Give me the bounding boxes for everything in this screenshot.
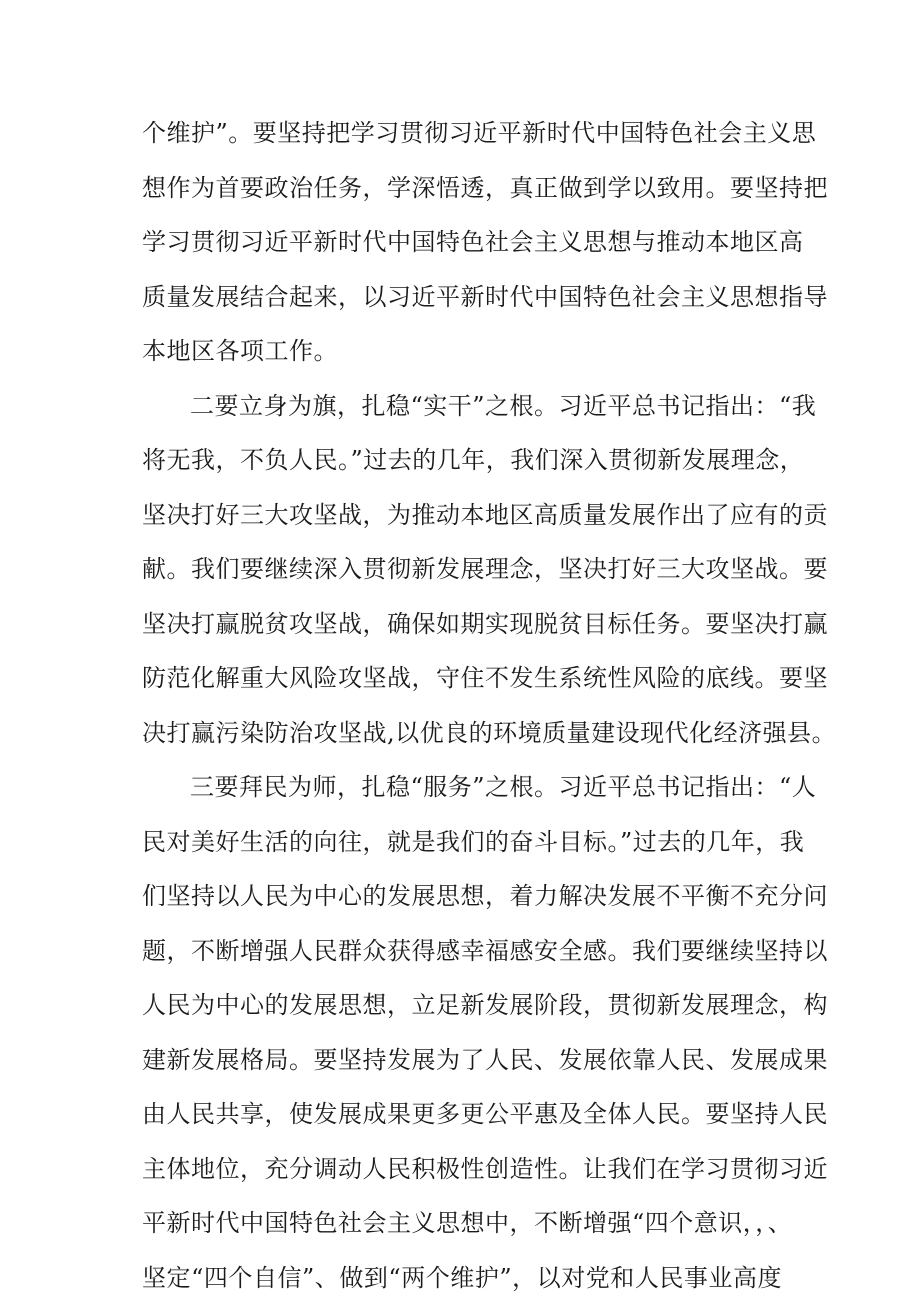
text-line: 坚决打赢脱贫攻坚战，确保如期实现脱贫目标任务。要坚决打赢 xyxy=(142,597,782,652)
text-line: 坚决打好三大攻坚战，为推动本地区高质量发展作出了应有的贡 xyxy=(142,488,782,543)
text-line: 民对美好生活的向往，就是我们的奋斗目标。”过去的几年，我 xyxy=(142,815,782,870)
text-line: 防范化解重大风险攻坚战，守住不发生系统性风险的底线。要坚 xyxy=(142,651,782,706)
paragraph-first-line: 二要立身为旗，扎稳“实干”之根。习近平总书记指出：“我 xyxy=(142,379,782,434)
text-line: 坚定“四个自信”、做到“两个维护”，以对党和人民事业高度 xyxy=(142,1251,782,1305)
paragraph-first-line: 三要拜民为师，扎稳“服务”之根。习近平总书记指出：“人 xyxy=(142,760,782,815)
text-line: 将无我，不负人民。”过去的几年，我们深入贯彻新发展理念， xyxy=(142,433,782,488)
text-line: 质量发展结合起来，以习近平新时代中国特色社会主义思想指导 xyxy=(142,270,782,325)
text-line: 们坚持以人民为中心的发展思想，着力解决发展不平衡不充分问 xyxy=(142,869,782,924)
body-text xyxy=(142,106,782,1305)
text-line: 本地区各项工作。 xyxy=(142,324,782,379)
text-line: 想作为首要政治任务，学深悟透，真正做到学以致用。要坚持把 xyxy=(142,161,782,216)
text-line: 个维护”。要坚持把学习贯彻习近平新时代中国特色社会主义思 xyxy=(142,106,782,161)
text-line: 建新发展格局。要坚持发展为了人民、发展依靠人民、发展成果 xyxy=(142,1033,782,1088)
text-line: 主体地位，充分调动人民积极性创造性。让我们在学习贯彻习近 xyxy=(142,1142,782,1197)
text-line: 平新时代中国特色社会主义思想中，不断增强“四个意识，，、 xyxy=(142,1196,782,1251)
text-line: 献。我们要继续深入贯彻新发展理念，坚决打好三大攻坚战。要 xyxy=(142,542,782,597)
text-line: 人民为中心的发展思想，立足新发展阶段，贯彻新发展理念，构 xyxy=(142,978,782,1033)
text-line: 由人民共享，使发展成果更多更公平惠及全体人民。要坚持人民 xyxy=(142,1087,782,1142)
text-line: 决打赢污染防治攻坚战,以优良的环境质量建设现代化经济强县。 xyxy=(142,706,782,761)
text-line: 学习贯彻习近平新时代中国特色社会主义思想与推动本地区高 xyxy=(142,215,782,270)
text-line: 题，不断增强人民群众获得感幸福感安全感。我们要继续坚持以 xyxy=(142,924,782,979)
